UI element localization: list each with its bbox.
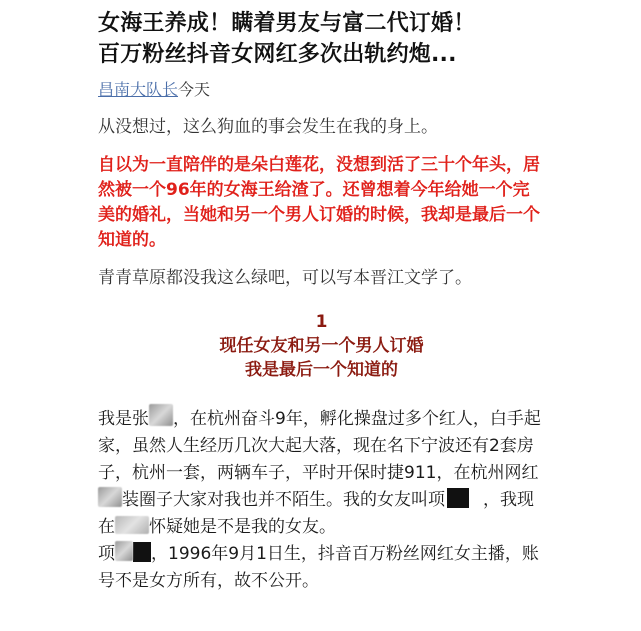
section-number: 1 [315, 312, 328, 332]
body-text-seg2: ，在杭州奋斗9年，孵化操盘过多个红人，白手起家，虽然人生经历几次大起大落，现在名下宁波还有2套房子，杭州一套，两辆车子，平时开保时捷911，在杭州网红 [98, 409, 541, 483]
section-heading [98, 310, 545, 382]
body-paragraph [98, 404, 545, 595]
blurred-word-mosaic [98, 487, 122, 507]
article-meta [98, 80, 545, 100]
title-line-2: 百万粉丝抖音女网红多次出轨约炮... [98, 42, 457, 67]
body-text-seg5: 怀疑她是不是我的女友。 [149, 517, 336, 537]
intro-paragraph: 从没想过，这么狗血的事会发生在我的身上。 [98, 117, 438, 137]
blurred-name-mosaic-2 [115, 541, 133, 561]
article-title [98, 8, 545, 70]
blurred-name-mosaic [149, 404, 173, 426]
redacted-name-box [447, 488, 469, 508]
section-heading-line-2: 我是最后一个知道的 [245, 360, 398, 380]
body-text-seg4: ，我现在 [98, 490, 534, 537]
section-heading-line-1: 现任女友和另一个男人订婚 [219, 336, 424, 356]
body-text-seg1: 我是张 [98, 409, 149, 429]
body-text-seg6: 项 [98, 544, 115, 564]
body-text-seg3: 装圈子大家对我也并不陌生。我的女友叫项 [122, 490, 445, 510]
blurred-word-mosaic-2 [115, 516, 149, 534]
redacted-name-box-2 [133, 542, 151, 562]
author-link[interactable]: 昌南大队长 [98, 80, 179, 99]
publish-date: 今天 [178, 80, 211, 99]
body-text-seg7: ，1996年9月1日生，抖音百万粉丝网红女主播，账号不是女方所有，故不公开。 [98, 544, 539, 591]
aside-paragraph: 青青草原都没我这么绿吧，可以写本晋江文学了。 [98, 268, 472, 288]
highlight-paragraph: 自以为一直陪伴的是朵白莲花，没想到活了三十个年头，居然被一个96年的女海王给渣了。还曾想着今年给她一个完美的婚礼，当她和另一个男人订婚的时候，我却是最后一个知道的。 [98, 155, 540, 250]
title-line-1: 女海王养成！瞒着男友与富二代订婚！ [98, 11, 476, 36]
